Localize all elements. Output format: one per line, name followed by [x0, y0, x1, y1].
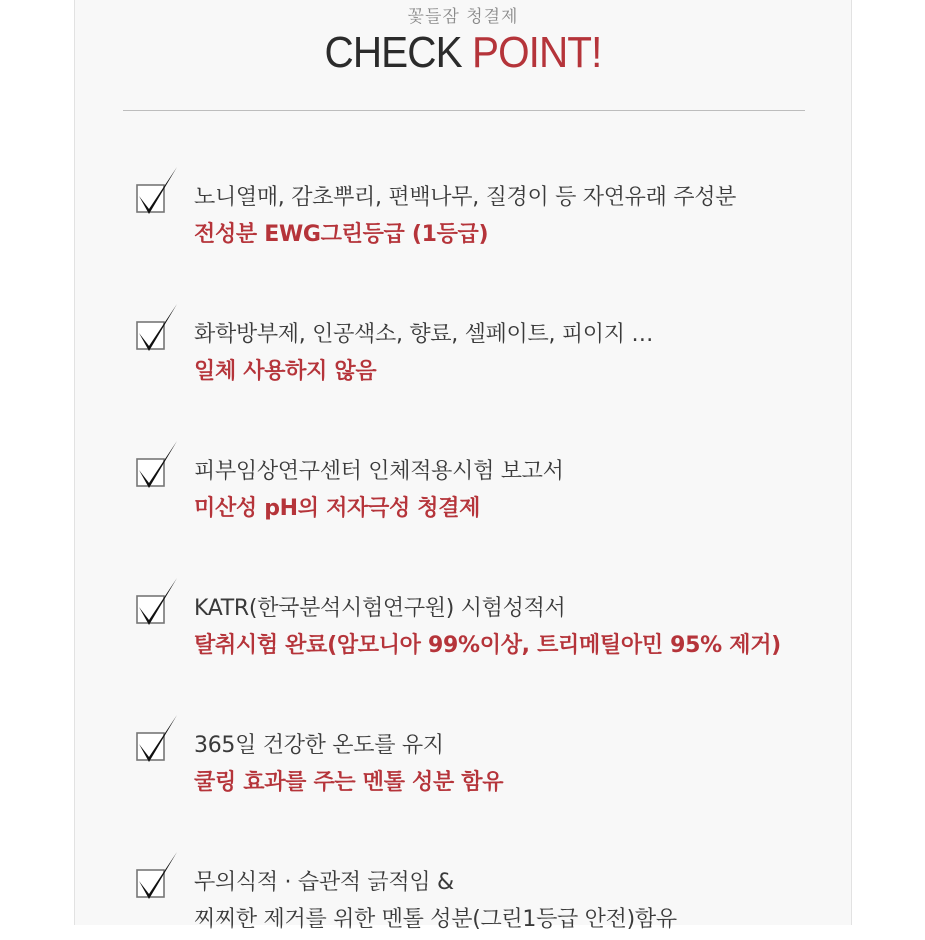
checkbox-checkmark-icon [133, 439, 193, 499]
check-item-description: 무의식적 · 습관적 긁적임 & [194, 870, 454, 895]
check-item [133, 576, 833, 666]
divider [123, 110, 805, 111]
brand-subtitle: 꽃들잠 청결제 [407, 7, 519, 27]
check-item-highlight: 일체 사용하지 않음 [194, 359, 377, 384]
title-main: CHECK [324, 28, 462, 77]
check-item [133, 439, 833, 529]
checkbox-checkmark-icon [133, 713, 193, 773]
checkbox-checkmark-icon [133, 850, 193, 910]
check-item-highlight: 탈취시험 완료(암모니아 99%이상, 트리메틸아민 95% 제거) [194, 633, 781, 658]
check-item-description: 노니열매, 감초뿌리, 편백나무, 질경이 등 자연유래 주성분 [194, 185, 737, 210]
check-item [133, 713, 833, 803]
check-item-description-continued: 찌찌한 제거를 위한 멘톨 성분(그린1등급 안전)함유 [194, 907, 677, 932]
check-item-highlight: 전성분 EWG그린등급 (1등급) [194, 222, 489, 247]
check-item-description: 화학방부제, 인공색소, 향료, 셀페이트, 피이지 … [194, 322, 654, 347]
product-detail-page [74, 0, 852, 932]
checkbox-checkmark-icon [133, 302, 193, 362]
check-item-description: 피부임상연구센터 인체적용시험 보고서 [194, 459, 564, 484]
check-item-description: 365일 건강한 온도를 유지 [194, 733, 444, 758]
check-item-description: KATR(한국분석시험연구원) 시험성적서 [194, 596, 566, 621]
title-accent: POINT! [471, 28, 602, 77]
checkbox-checkmark-icon [133, 165, 193, 225]
page-title [106, 28, 820, 78]
check-item [133, 165, 833, 255]
check-item-highlight: 미산성 pH의 저자극성 청결제 [194, 496, 481, 521]
check-item [133, 302, 833, 392]
check-item-highlight: 쿨링 효과를 주는 멘톨 성분 함유 [194, 770, 504, 795]
check-item [133, 850, 833, 940]
checkbox-checkmark-icon [133, 576, 193, 636]
